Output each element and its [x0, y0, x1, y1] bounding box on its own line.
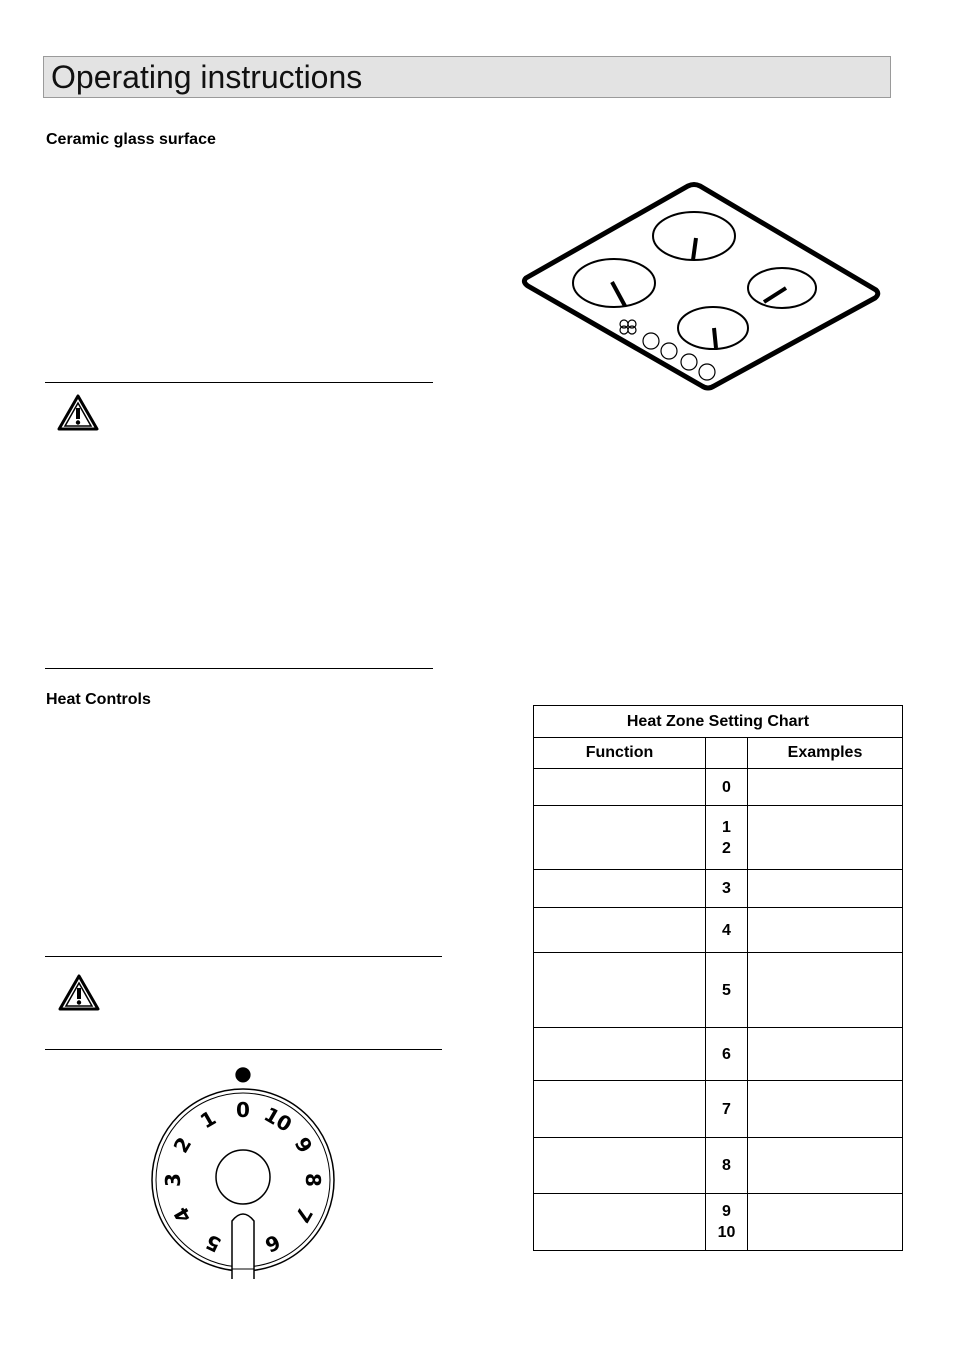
examples-cell: [748, 870, 903, 908]
table-row: [534, 1194, 903, 1251]
table-row: [534, 769, 903, 806]
setting-level: 6: [722, 1045, 731, 1063]
knob-label: 2: [168, 1132, 197, 1158]
table-row: [534, 806, 903, 870]
column-header-function: Function: [534, 738, 706, 769]
knob-label: 8: [301, 1173, 325, 1187]
knob-indicator-dot: ●: [234, 1063, 252, 1085]
divider: [45, 382, 433, 383]
knob-label: 7: [289, 1202, 318, 1228]
divider: [45, 956, 442, 957]
divider: [45, 668, 433, 669]
function-cell: [534, 806, 706, 870]
knob-label: 9: [289, 1132, 318, 1158]
page-title: Operating instructions: [51, 59, 363, 95]
table-row: [534, 953, 903, 1028]
examples-cell: [748, 908, 903, 953]
setting-cell: [706, 1028, 748, 1081]
setting-level: 7: [722, 1100, 731, 1118]
heat-control-knob: [145, 1063, 341, 1285]
knob-label: 0: [236, 1098, 250, 1122]
setting-level: 1: [722, 818, 731, 836]
column-header-setting: [706, 738, 748, 769]
function-cell: [534, 953, 706, 1028]
examples-cell: [748, 1081, 903, 1138]
setting-cell: [706, 908, 748, 953]
table-row: [534, 870, 903, 908]
knob-label: 4: [168, 1202, 197, 1228]
table-row: [534, 1081, 903, 1138]
knob-label: 10: [259, 1102, 297, 1137]
chart-title: Heat Zone Setting Chart: [534, 706, 903, 738]
function-cell: [534, 769, 706, 806]
examples-cell: [748, 1194, 903, 1251]
examples-cell: [748, 1028, 903, 1081]
examples-cell: [748, 769, 903, 806]
setting-cell: [706, 806, 748, 870]
table-row: [534, 1138, 903, 1194]
setting-cell: [706, 1081, 748, 1138]
knob-label: 6: [261, 1229, 284, 1258]
table-row: [534, 1028, 903, 1081]
ceramic-glass-heading: Ceramic glass surface: [46, 131, 216, 148]
setting-cell: [706, 1194, 748, 1251]
warning-triangle-icon: [57, 973, 101, 1013]
setting-level: 4: [722, 921, 731, 939]
heat-controls-heading: Heat Controls: [46, 691, 151, 708]
setting-level: 0: [722, 778, 731, 796]
knob-label: 5: [202, 1229, 225, 1258]
setting-level: 8: [722, 1157, 731, 1174]
examples-cell: [748, 1138, 903, 1194]
setting-level: 9: [722, 1203, 731, 1220]
setting-cell: [706, 1138, 748, 1194]
function-cell: [534, 1194, 706, 1251]
knob-label: 3: [161, 1173, 185, 1187]
function-cell: [534, 1028, 706, 1081]
column-header-examples: Examples: [748, 738, 903, 769]
function-cell: [534, 870, 706, 908]
setting-level: 5: [722, 981, 731, 999]
examples-cell: [748, 953, 903, 1028]
setting-cell: [706, 769, 748, 806]
warning-triangle-icon: [56, 393, 100, 433]
setting-cell: [706, 870, 748, 908]
setting-level: 2: [722, 839, 731, 857]
knob-label: 1: [195, 1105, 221, 1134]
hob-illustration: [518, 178, 884, 400]
examples-cell: [748, 806, 903, 870]
page-title-bar: [43, 56, 891, 98]
divider: [45, 1049, 442, 1050]
setting-level: 10: [717, 1224, 736, 1241]
setting-cell: [706, 953, 748, 1028]
function-cell: [534, 908, 706, 953]
function-cell: [534, 1138, 706, 1194]
setting-level: 3: [722, 880, 731, 897]
table-row: [534, 908, 903, 953]
heat-zone-setting-chart: [533, 705, 903, 1251]
function-cell: [534, 1081, 706, 1138]
